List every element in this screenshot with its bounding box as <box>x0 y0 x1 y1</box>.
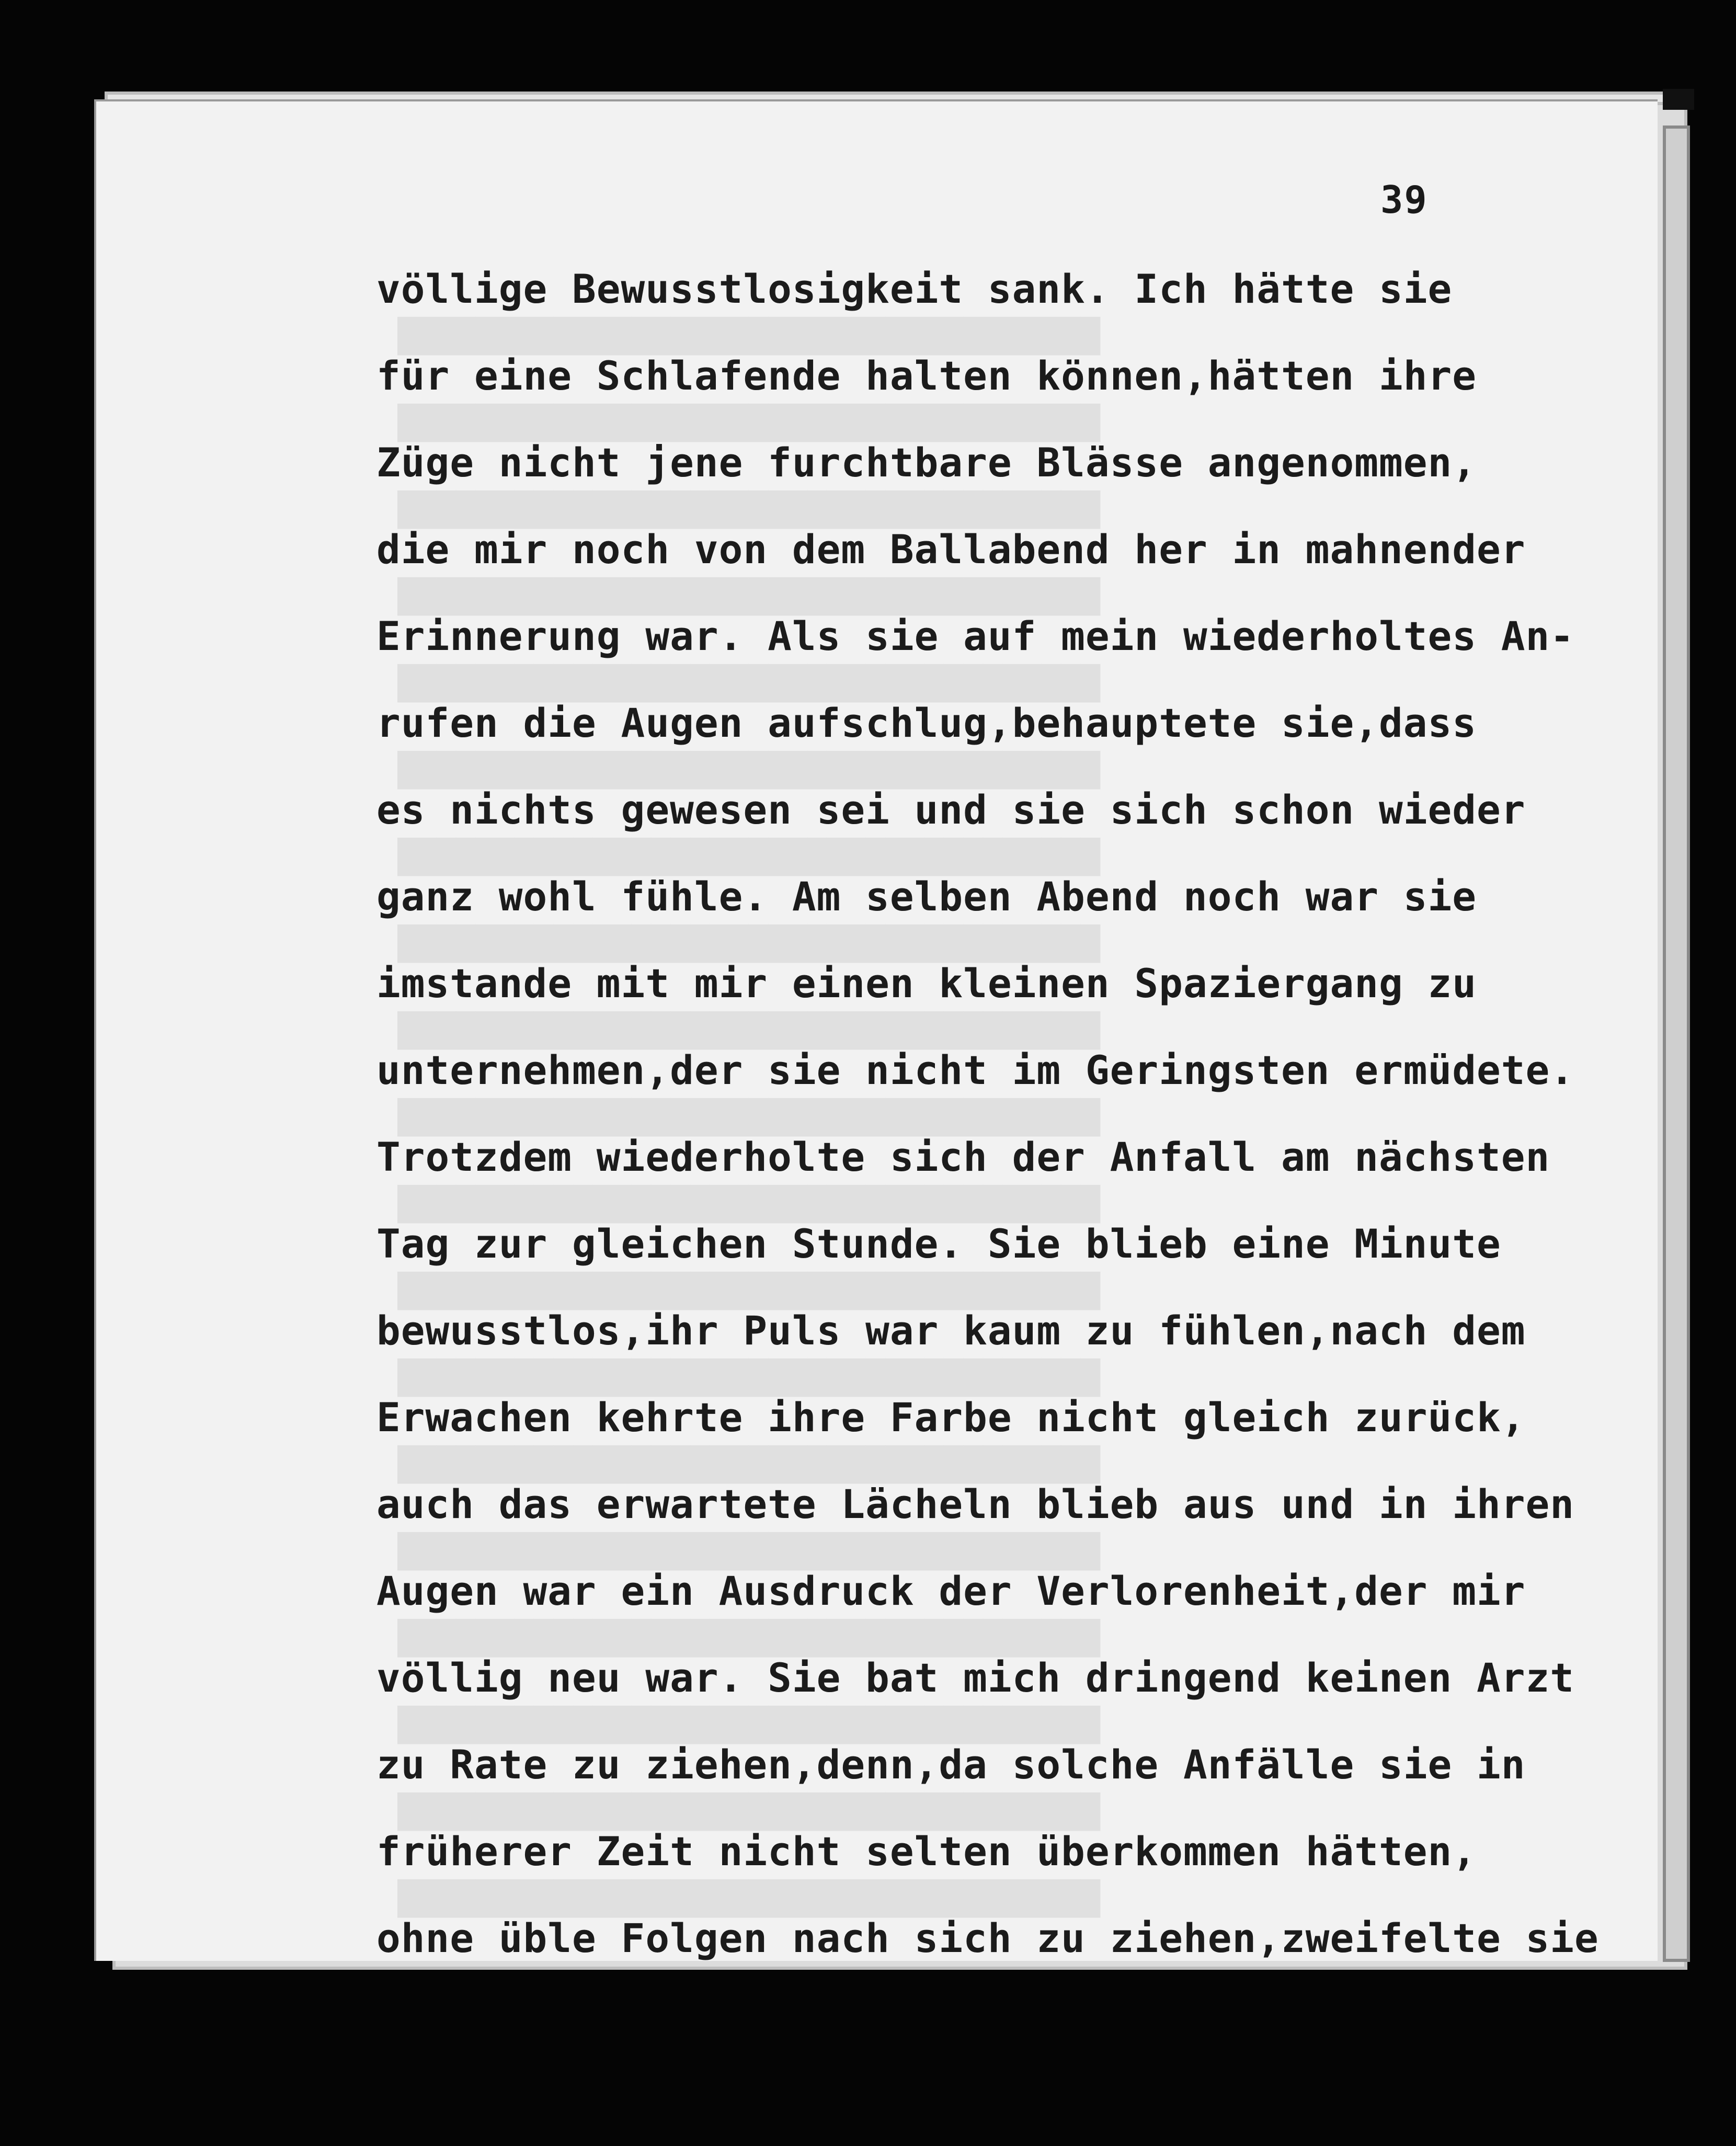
text-line: auch das erwartete Lächeln blieb aus und in ihren <box>376 1481 1575 1527</box>
text-line: früherer Zeit nicht selten überkommen hätten, <box>376 1828 1477 1875</box>
text-line: es nichts gewesen sei und sie sich schon wieder <box>376 786 1526 833</box>
text-line: ganz wohl fühle. Am selben Abend noch war sie <box>376 873 1477 920</box>
page-number: 39 <box>1380 178 1428 222</box>
body-text <box>376 246 1631 1982</box>
text-line: völlige Bewusstlosigkeit sank. Ich hätte sie <box>376 266 1453 312</box>
text-line: Erinnerung war. Als sie auf mein wiederholtes An- <box>376 613 1575 659</box>
text-line: imstande mit mir einen kleinen Spaziergang zu <box>376 960 1477 1007</box>
text-line: bewusstlos,ihr Puls war kaum zu fühlen,nach dem <box>376 1307 1526 1354</box>
text-line: Züge nicht jene furchtbare Blässe angenommen, <box>376 439 1477 486</box>
text-line: ohne üble Folgen nach sich zu ziehen,zweifelte sie <box>376 1915 1599 1961</box>
scan-edge-mark <box>1663 89 1694 110</box>
text-line: Tag zur gleichen Stunde. Sie blieb eine Minute <box>376 1220 1501 1267</box>
text-line: die mir noch von dem Ballabend her in mahnender <box>376 526 1526 573</box>
text-line: völlig neu war. Sie bat mich dringend keinen Arzt <box>376 1654 1575 1701</box>
sheet-edge <box>1663 125 1690 1962</box>
text-line: für eine Schlafende halten können,hätten ihre <box>376 352 1477 399</box>
text-line: Augen war ein Ausdruck der Verlorenheit,der mir <box>376 1568 1526 1614</box>
text-line: Erwachen kehrte ihre Farbe nicht gleich zurück, <box>376 1394 1526 1441</box>
text-line: unternehmen,der sie nicht im Geringsten ermüdete. <box>376 1047 1575 1093</box>
text-line: Trotzdem wiederholte sich der Anfall am nächsten <box>376 1134 1550 1180</box>
text-line: zu Rate zu ziehen,denn,da solche Anfälle sie in <box>376 1741 1526 1788</box>
text-line: rufen die Augen aufschlug,behauptete sie,dass <box>376 700 1477 746</box>
reverse-side-bleed-through: ████████████████████████████████████ ████████████████████████████████████ ████████████████████████████████████ ████████████████████████████████████ ████████████████████████████████████ ████████████████████████████████████ ████████████████████████████████████ ████████████████████████████████████ ████████████████████████████████████ ████████████████████████████████████ ████████████████████████████████████ ████████████████████████████████████ ████████████████████████████████████ ████████████████████████████████████ ████████████████████████████████████ ████████████████████████████████████ ████████████████████████████████████ ████████████████████████████████████ ████████████████████████████████████ <box>397 317 1100 1917</box>
